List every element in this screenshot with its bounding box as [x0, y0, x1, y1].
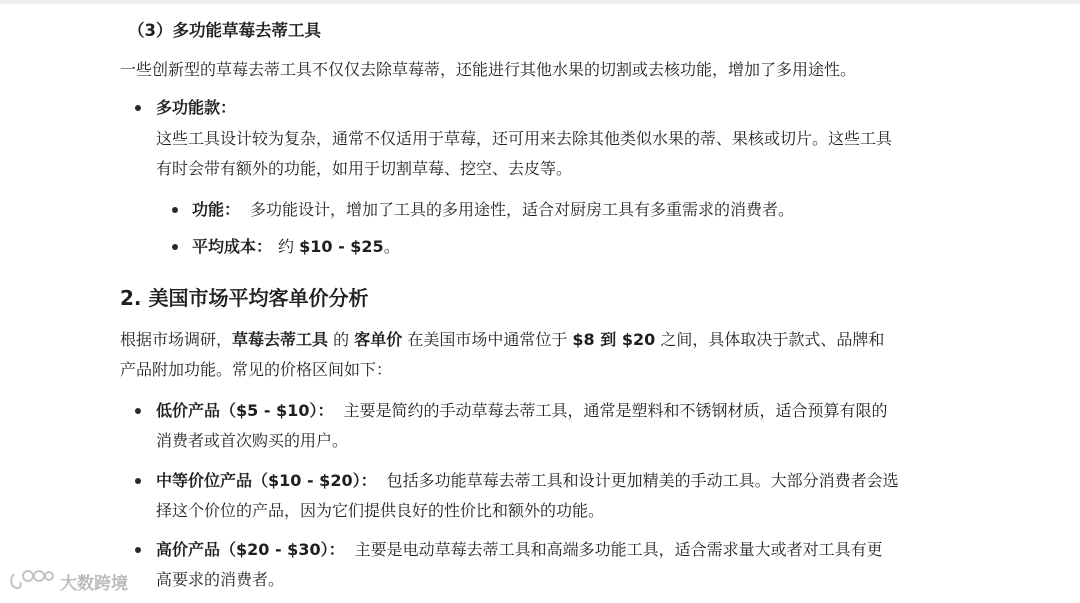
para-bold: $8 到 $20 — [572, 330, 656, 349]
section-intro: 一些创新型的草莓去蒂工具不仅仅去除草莓蒂，还能进行其他水果的切割或去核功能，增加了多用途性。 — [120, 60, 857, 79]
section-paragraph — [120, 329, 884, 351]
bullet-marker — [135, 547, 141, 553]
para-text: 根据市场调研， — [120, 330, 233, 349]
tier-text: 主要是简约的手动草莓去蒂工具，通常是塑料和不锈钢材质，适合预算有限的 — [343, 401, 888, 420]
list-item — [156, 539, 883, 561]
bullet-marker — [135, 478, 141, 484]
sub-item-label: 平均成本： — [192, 237, 273, 256]
bullet-marker — [172, 244, 178, 250]
para-bold: 草莓去蒂工具 — [232, 330, 329, 349]
sub-item-text: 。 — [383, 237, 400, 256]
section-paragraph: 产品附加功能。常见的价格区间如下： — [120, 360, 393, 379]
para-text: 在美国市场中通常位于 — [402, 330, 573, 349]
list-item — [156, 470, 899, 492]
sub-item — [192, 236, 400, 258]
para-bold: 客单价 — [354, 330, 403, 349]
tier-text: 包括多功能草莓去蒂工具和设计更加精美的手动工具。大部分消费者会选 — [386, 471, 899, 490]
bullet-marker — [172, 207, 178, 213]
tier-text: 高要求的消费者。 — [156, 570, 285, 589]
tier-text: 择这个价位的产品，因为它们提供良好的性价比和额外的功能。 — [156, 501, 605, 520]
brand-logo-icon — [8, 568, 54, 594]
list-item — [156, 400, 887, 422]
watermark — [8, 568, 128, 594]
page-section-title: 2. 美国市场平均客单价分析 — [120, 286, 369, 310]
tier-label: 低价产品（$5 - $10）： — [156, 401, 334, 420]
item-description: 有时会带有额外的功能，如用于切割草莓、挖空、去皮等。 — [156, 159, 573, 178]
tier-text: 消费者或首次购买的用户。 — [156, 431, 349, 450]
section-heading: （3）多功能草莓去蒂工具 — [128, 21, 321, 40]
bullet-marker — [135, 105, 141, 111]
tier-label: 中等价位产品（$10 - $20）： — [156, 471, 377, 490]
watermark-text: 大数跨境 — [60, 573, 128, 594]
tier-text: 主要是电动草莓去蒂工具和高端多功能工具，适合需求量大或者对工具有更 — [354, 540, 883, 559]
bullet-marker — [135, 408, 141, 414]
item-description: 这些工具设计较为复杂，通常不仅适用于草莓，还可用来去除其他类似水果的蒂、果核或切片。这些工具 — [156, 129, 893, 148]
tier-label: 高价产品（$20 - $30）： — [156, 540, 345, 559]
para-text: 的 — [328, 330, 355, 349]
sub-item-price: $10 - $25 — [299, 237, 384, 256]
para-text: 之间，具体取决于款式、品牌和 — [655, 330, 885, 349]
item-label: 多功能款： — [156, 98, 237, 117]
sub-item — [192, 199, 794, 221]
sub-item-text: 约 — [278, 237, 300, 256]
sub-item-label: 功能： — [192, 200, 241, 219]
sub-item-text: 多功能设计，增加了工具的多用途性，适合对厨房工具有多重需求的消费者。 — [250, 200, 795, 219]
